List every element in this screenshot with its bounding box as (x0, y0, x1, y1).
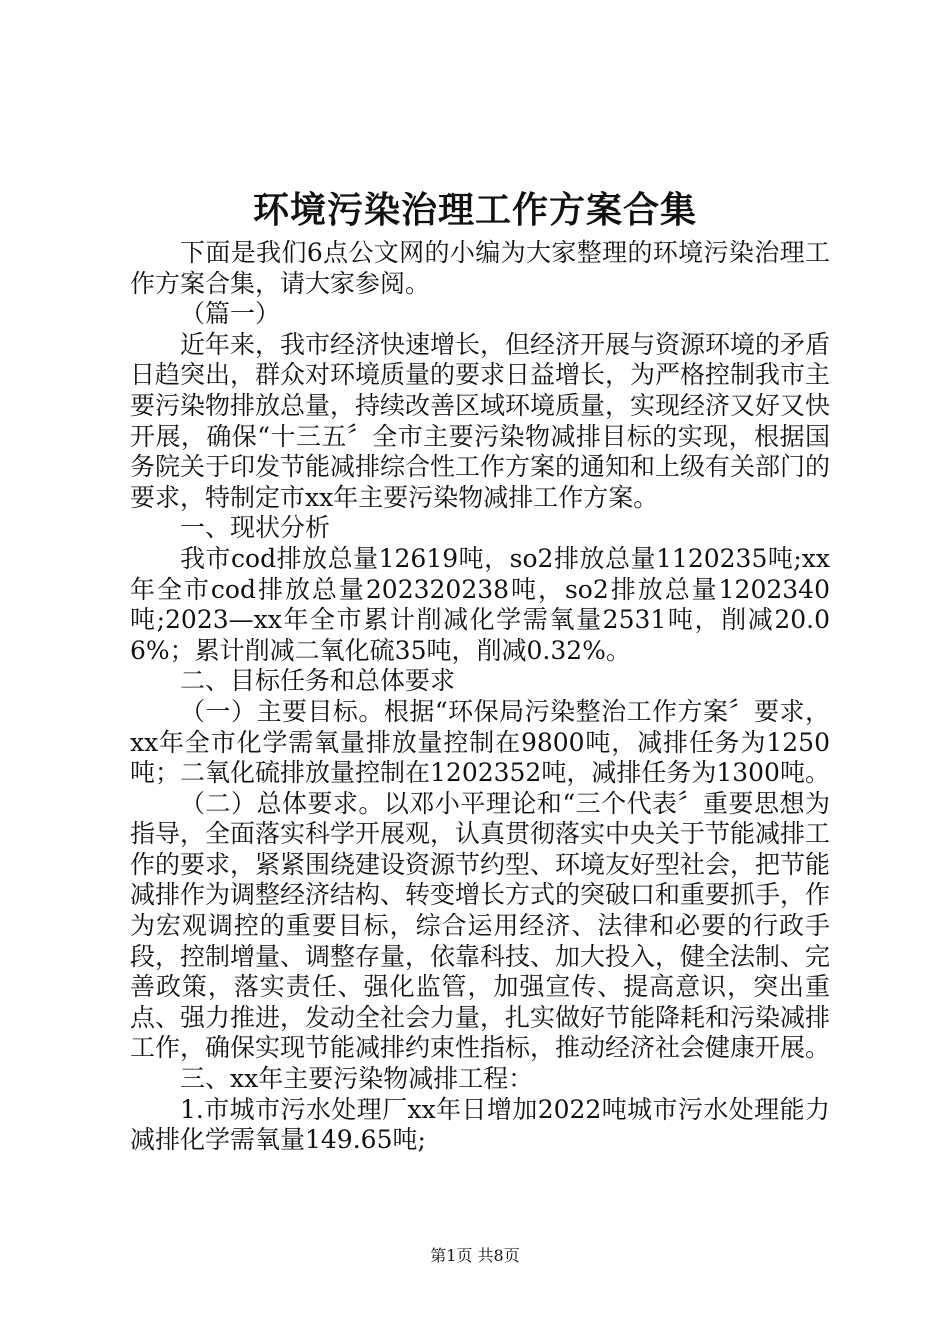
body-paragraph: （二）总体要求。以邓小平理论和“三个代表〞重要思想为指导，全面落实科学开展观，认真贯彻落实中央关于节能减排工作的要求，紧紧围绕建设资源节约型、环境友好型社会，把节能减排作为调整经济结构、转变增长方式的突破口和重要抓手，作为宏观调控的重要目标，综合运用经济、法律和必要的行政手段，控制增量、调整存量，依靠科技、加大投入，健全法制、完善政策，落实责任、强化监管，加强宣传、提高意识，突出重点、强力推进，发动全社会力量，扎实做好节能降耗和污染减排工作，确保实现节能减排约束性指标，推动经济社会健康开展。 (130, 788, 831, 1063)
page-footer: 第1页 共8页 (430, 1246, 520, 1265)
document-body (130, 238, 830, 1156)
body-paragraph: 近年来，我市经济快速增长，但经济开展与资源环境的矛盾日趋突出，群众对环境质量的要求日益增长，为严格控制我市主要污染物排放总量，持续改善区域环境质量，实现经济又好又快开展，确保“十三五〞全市主要污染物减排目标的实现，根据国务院关于印发节能减排综合性工作方案的通知和上级有关部门的要求，特制定市xx年主要污染物减排工作方案。 (130, 329, 831, 512)
document-title: 环境污染治理工作方案合集 (252, 189, 697, 231)
section-heading: 一、现状分析 (180, 513, 331, 543)
intro-paragraph: 下面是我们6点公文网的小编为大家整理的环境污染治理工作方案合集，请大家参阅。 (130, 238, 830, 298)
body-paragraph: （一）主要目标。根据“环保局污染整治工作方案〞要求，xx年全市化学需氧量排放量控制在9800吨，减排任务为1250吨；二氧化硫排放量控制在1202352吨，减排任务为1300吨。 (130, 696, 830, 788)
section-heading: 三、xx年主要污染物减排工程： (180, 1064, 534, 1094)
section-label: （篇一） (180, 299, 281, 329)
body-paragraph: 我市cod排放总量12619吨，so2排放总量1120235吨;xx年全市cod排放总量202320238吨，so2排放总量1202340吨;2023—xx年全市累计削减化学需氧量2531吨，削减20.06%；累计削减二氧化硫35吨，削减0.32%。 (130, 543, 830, 665)
section-heading: 二、目标任务和总体要求 (180, 666, 456, 696)
body-paragraph: 1.市城市污水处理厂xx年日增加2022吨城市污水处理能力减排化学需氧量149.65吨; (130, 1094, 830, 1155)
